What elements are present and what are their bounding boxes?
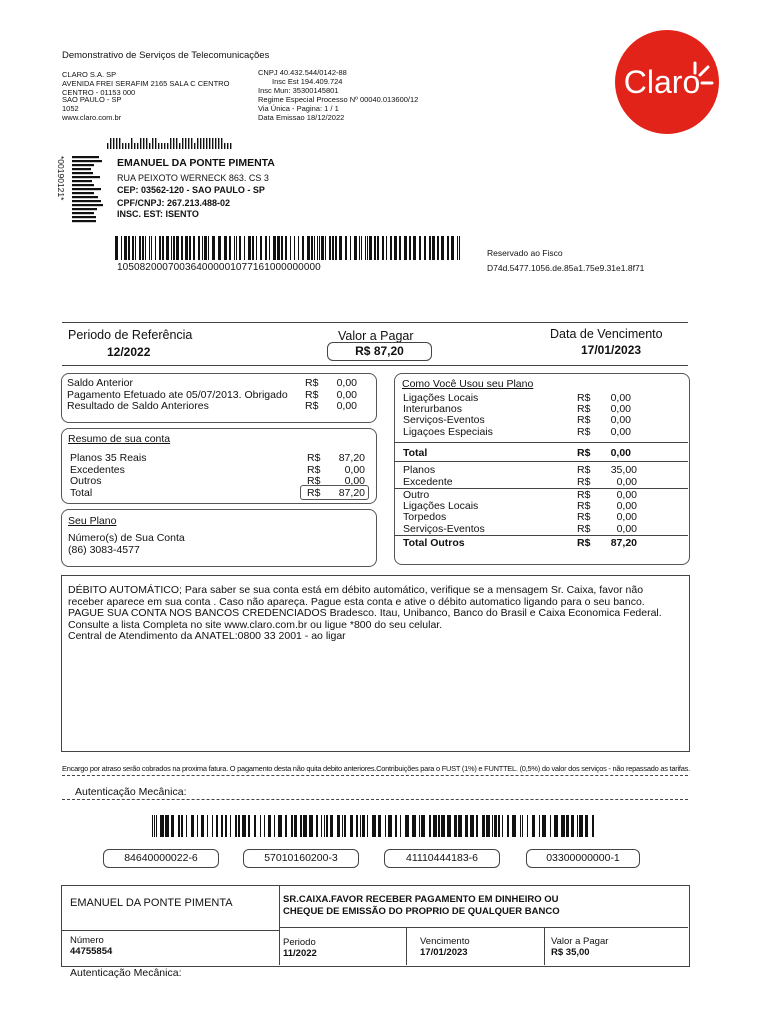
slip-numero: 44755854 — [70, 946, 113, 957]
message-text — [68, 585, 662, 643]
uso-plano-row — [403, 477, 637, 489]
document-title: Demonstrativo de Serviços de Telecomunicações — [62, 50, 270, 61]
emissao: Emissao 18/12/2022 — [275, 113, 345, 122]
summary-top-rule — [62, 322, 688, 323]
data-label: Data — [258, 113, 274, 122]
regime: Regime Especial Processo Nº 00040.013600/12 — [258, 95, 419, 104]
uso-title: Como Você Usou seu Plano — [402, 378, 534, 390]
uso-plano-row-label: Excedente — [403, 475, 453, 488]
resumo-row-label: Excedentes — [70, 463, 125, 476]
claro-logo — [612, 27, 722, 137]
fisco-label: Reservado ao Fisco — [487, 248, 563, 258]
uso-row-value: 0,00 — [610, 403, 631, 416]
autenticacao-label: Autenticação Mecânica: — [75, 786, 187, 798]
saldo-row-currency: R$ — [305, 400, 319, 412]
slip-caixa-msg: SR.CAIXA.FAVOR RECEBER PAGAMENTO EM DINHEIRO OU CHEQUE DE EMISSÃO DO PROPRIO DE QUALQUER BANCO — [283, 894, 560, 917]
code-field-1: 84640000022-6 — [103, 849, 219, 868]
resumo-row-currency: R$ — [307, 486, 321, 499]
slip-periodo: 11/2022 — [283, 948, 317, 959]
uso-total-value: 0,00 — [610, 447, 631, 459]
uso-outro-row — [403, 524, 637, 536]
resumo-row-currency: R$ — [307, 463, 321, 476]
company-line: www.claro.com.br — [62, 113, 122, 122]
customer-cep: CEP: 03562-120 - SAO PAULO - SP — [117, 185, 265, 195]
saldo-row-value: 0,00 — [336, 388, 357, 401]
saldo-row — [67, 401, 357, 413]
uso-total-outros-label: Total Outros — [403, 537, 465, 549]
valor-label: Valor a Pagar — [338, 329, 414, 343]
uso-total-outros-currency: R$ — [577, 537, 591, 549]
footer-note: Encargo por atraso serão cobrados na proxima fatura. O pagamento desta não quita debito anteriores.Contribuições para o FUST (1%) e FUNTTEL. (0,5%) do valor dos serviços - não repassado as tarifas. — [62, 764, 690, 773]
uso-outro-row-value: 0,00 — [616, 522, 637, 535]
slip-periodo-label: Periodo — [283, 937, 316, 948]
uso-outro-row-value: 0,00 — [616, 500, 637, 513]
main-barcode — [115, 236, 460, 260]
fiscal-info — [258, 68, 418, 122]
customer-insc: INSC. EST: ISENTO — [117, 209, 199, 219]
cut-line-1 — [62, 775, 688, 776]
vencimento-label: Data de Vencimento — [550, 327, 663, 341]
uso-row-label: Ligações Locais — [403, 392, 479, 404]
uso-plano-row-value: 0,00 — [616, 475, 637, 488]
uso-outro-row-value: 0,00 — [616, 511, 637, 524]
saldo-row-value: 0,00 — [336, 400, 357, 412]
slip-name: EMANUEL DA PONTE PIMENTA — [70, 897, 233, 909]
saldo-row-label: Pagamento Efetuado ate 05/07/2013. Obrigado — [67, 388, 288, 401]
resumo-title: Resumo de sua conta — [68, 433, 171, 445]
company-line: CENTRO - 01153 000 — [62, 88, 136, 97]
uso-row-value: 0,00 — [610, 392, 631, 404]
saldo-row-label: Resultado de Saldo Anteriores — [67, 400, 209, 412]
code-field-2: 57010160200-3 — [243, 849, 359, 868]
slip-vdivider-2 — [406, 927, 407, 965]
cnpj-label: CNPJ — [258, 68, 278, 77]
uso-outro-row-label: Outro — [403, 489, 430, 501]
total-highlight — [300, 485, 369, 500]
uso-divider-4 — [394, 535, 688, 536]
stacked-barcode — [72, 156, 104, 224]
cnpj-value: 40.432.544/0142-88 — [279, 68, 347, 77]
uso-outro-row-value: 0,00 — [616, 489, 637, 501]
slip-numero-label: Número — [70, 935, 104, 946]
side-code: *00190121* — [56, 156, 66, 201]
slip-venc-label: Vencimento — [420, 936, 470, 947]
fisco-code: D74d.5477.1056.de.85a1.75e9.31e1.8f71 — [487, 263, 645, 273]
resumo-row-value: 87,20 — [338, 486, 365, 499]
resumo-row-label: Planos 35 Reais — [70, 452, 147, 464]
uso-row — [403, 427, 631, 439]
company-line: CLARO S.A. SP — [62, 70, 117, 79]
uso-row-currency: R$ — [577, 425, 591, 438]
resumo-row — [70, 465, 365, 477]
uso-row-currency: R$ — [577, 392, 591, 404]
uso-plano-row-currency: R$ — [577, 475, 591, 488]
slip-valor-label: Valor a Pagar — [551, 936, 609, 947]
customer-address: RUA PEIXOTO WERNECK 863. CS 3 — [117, 173, 269, 183]
uso-divider-2 — [394, 461, 688, 462]
plano-numero: (86) 3083-4577 — [68, 544, 140, 556]
customer-name: EMANUEL DA PONTE PIMENTA — [117, 157, 275, 169]
uso-outro-row-currency: R$ — [577, 489, 591, 501]
uso-outro-row-currency: R$ — [577, 522, 591, 535]
code-field-4: 03300000000-1 — [526, 849, 640, 868]
uso-total-label: Total — [403, 447, 428, 459]
uso-plano-row-currency: R$ — [577, 464, 591, 476]
cut-line-2 — [62, 799, 688, 800]
slip-valor: R$ 35,00 — [551, 947, 590, 958]
company-info — [62, 70, 229, 122]
saldo-row-label: Saldo Anterior — [67, 377, 133, 389]
autenticacao-bottom: Autenticação Mecânica: — [70, 967, 182, 979]
code-field-3: 41110444183-6 — [384, 849, 500, 868]
small-barcode — [107, 137, 232, 149]
message-line: PAGUE SUA CONTA NOS BANCOS CREDENCIADOS Bradesco. Itau, Unibanco, Banco do Brasil e Caixa Economica Federal. — [68, 607, 662, 619]
slip-vdivider-3 — [544, 927, 545, 965]
uso-total-outros-value: 87,20 — [610, 537, 637, 549]
message-line: receber aparece em sua conta . Caso não apareça. Pague esta conta e ative o débito automatico ligando para o seu banco. — [68, 595, 645, 608]
resumo-row-label: Outros — [70, 475, 102, 487]
resumo-row-label: Total — [70, 486, 93, 499]
saldo-row-value: 0,00 — [336, 377, 357, 389]
company-line: SAO PAULO - SP — [62, 95, 122, 104]
periodo-value: 12/2022 — [107, 345, 151, 359]
uso-row-currency: R$ — [577, 403, 591, 416]
uso-row-value: 0,00 — [610, 425, 631, 438]
company-line: 1052 — [62, 104, 79, 113]
plano-title: Seu Plano — [68, 515, 117, 527]
via: Via Única - Pagina: 1 / 1 — [258, 104, 339, 113]
message-line: DÉBITO AUTOMÁTICO; Para saber se sua conta está em débito automático, verifique se a mensagem Sr. Caixa, favor não — [68, 584, 644, 596]
insc-mun: Insc Mun: 35300145801 — [258, 86, 339, 95]
barcode-number: 105082000700364000001077161000000000 — [117, 262, 321, 273]
message-line: Central de Atendimento da ANATEL:0800 33 2001 - ao ligar — [68, 630, 346, 642]
summary-bottom-rule — [62, 365, 688, 366]
customer-cpf: CPF/CNPJ: 267.213.488-02 — [117, 198, 231, 208]
insc-est: Insc Est 194.409.724 — [272, 77, 343, 86]
uso-row-currency: R$ — [577, 414, 591, 427]
payment-barcode — [152, 815, 598, 837]
company-line: AVENIDA FREI SERAFIM 2165 SALA C CENTRO — [62, 79, 230, 88]
saldo-row-currency: R$ — [305, 377, 319, 389]
valor-value: R$ 87,20 — [327, 342, 432, 361]
uso-row-label: Interurbanos — [403, 403, 462, 416]
uso-row-label: Serviços-Eventos — [403, 414, 485, 427]
resumo-row-value: 0,00 — [344, 475, 365, 487]
uso-plano-row-value: 35,00 — [610, 464, 637, 476]
saldo-row-currency: R$ — [305, 388, 319, 401]
logo-wordmark: Claro — [623, 64, 701, 100]
slip-vdivider-1 — [279, 885, 280, 965]
resumo-row-value: 0,00 — [344, 463, 365, 476]
vencimento-value: 17/01/2023 — [581, 343, 642, 357]
slip-name-underline — [61, 930, 279, 931]
resumo-row-currency: R$ — [307, 452, 321, 464]
periodo-label: Periodo de Referência — [68, 328, 193, 342]
resumo-row-currency: R$ — [307, 475, 321, 487]
uso-total-outros — [403, 538, 637, 550]
uso-outro-row-label: Torpedos — [403, 511, 447, 524]
uso-total-currency: R$ — [577, 447, 591, 459]
uso-row-label: Ligaçoes Especiais — [403, 425, 493, 438]
uso-plano-row-label: Planos — [403, 464, 436, 476]
resumo-row-value: 87,20 — [338, 452, 365, 464]
uso-total — [403, 448, 631, 460]
slip-hdivider — [279, 927, 688, 928]
uso-outro-row-label: Ligações Locais — [403, 500, 479, 513]
uso-outro-row-currency: R$ — [577, 511, 591, 524]
uso-row-value: 0,00 — [610, 414, 631, 427]
uso-outro-row-label: Serviços-Eventos — [403, 522, 485, 535]
uso-outro-row-currency: R$ — [577, 500, 591, 513]
uso-divider-1 — [394, 442, 688, 443]
slip-venc: 17/01/2023 — [420, 947, 468, 958]
plano-numero-label: Número(s) de Sua Conta — [68, 532, 185, 544]
uso-divider-3 — [394, 488, 688, 489]
message-line: Consulte a lista Completa no site www.claro.com.br ou ligue *800 do seu celular. — [68, 618, 443, 631]
